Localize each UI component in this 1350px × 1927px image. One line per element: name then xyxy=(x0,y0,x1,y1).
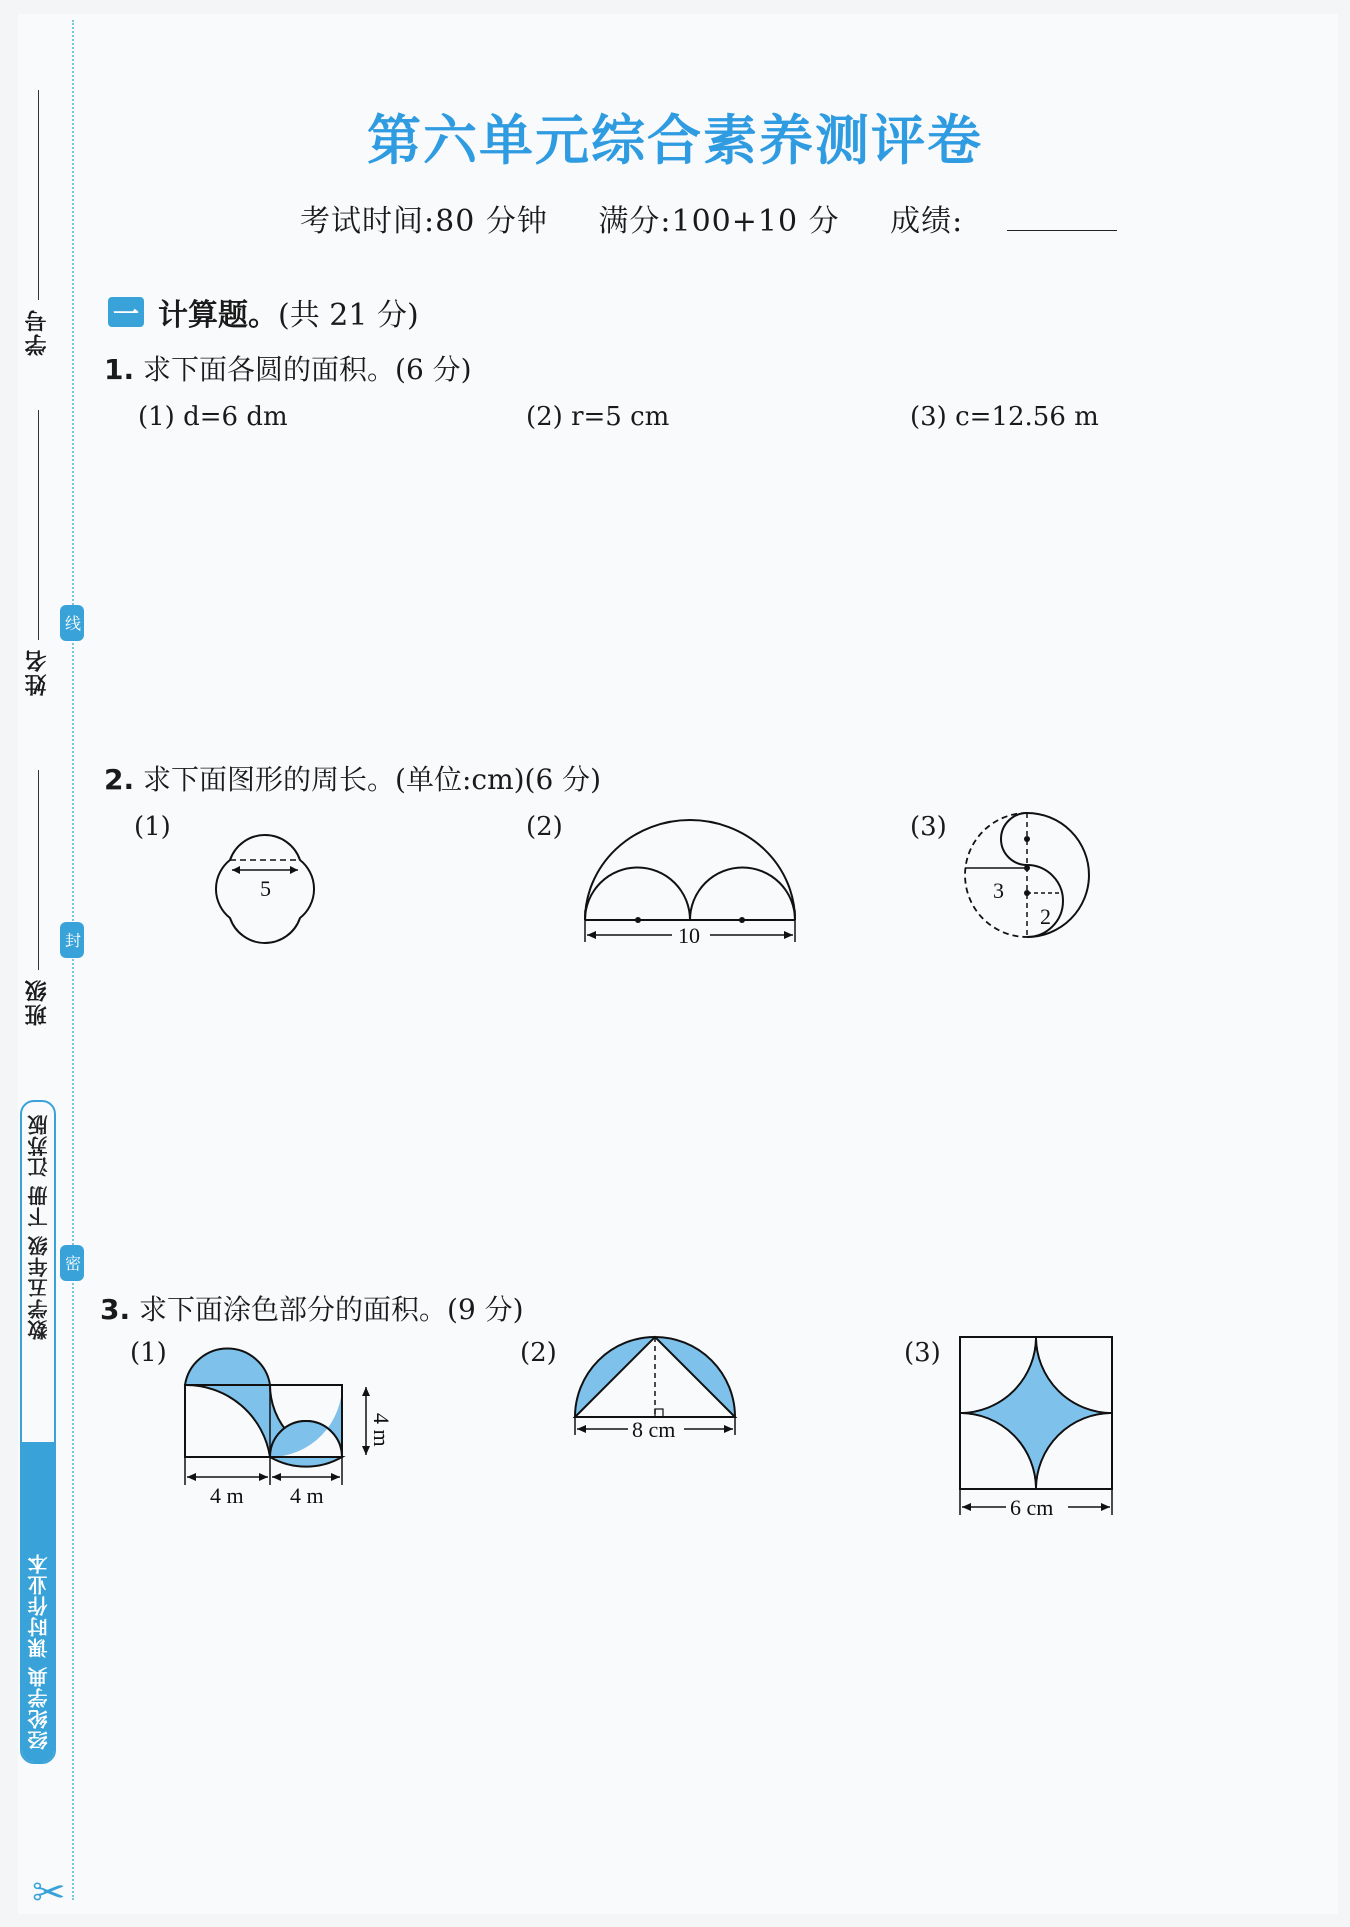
question-text: 求下面各圆的面积。(6 分) xyxy=(143,353,472,386)
q2-figure-2 xyxy=(580,810,800,950)
q3-fig1-dimension-left: 4 m xyxy=(210,1483,244,1508)
scissors-icon: ✂ xyxy=(32,1870,66,1916)
question-number: 3. xyxy=(100,1293,131,1326)
q3-figure-2 xyxy=(570,1335,750,1460)
q3-fig3-dimension: 6 cm xyxy=(1010,1495,1054,1520)
q3-fig1-dimension-right: 4 m xyxy=(290,1483,324,1508)
book-spine-label xyxy=(20,1100,56,1764)
q2-fig3-dimension-2: 2 xyxy=(1040,904,1051,929)
question-text: 求下面涂色部分的面积。(9 分) xyxy=(139,1293,524,1326)
q2-item-3-label: (3) xyxy=(910,812,947,842)
q2-figure-3 xyxy=(965,808,1095,948)
q1-item-3: (3) c=12.56 m xyxy=(910,402,1099,432)
q2-item-1-label: (1) xyxy=(134,812,171,842)
name-line xyxy=(38,410,39,640)
book-series-text: 经纶学典 课时作业本 xyxy=(27,1553,51,1750)
q1-item-2: (2) r=5 cm xyxy=(526,402,670,432)
q1-item-1: (1) d=6 dm xyxy=(138,402,288,432)
page-title: 第六单元综合素养测评卷 xyxy=(367,109,983,172)
class-label: 班级 xyxy=(25,978,50,1026)
section-points: (共 21 分) xyxy=(278,298,419,333)
q2-fig2-dimension: 10 xyxy=(678,923,700,948)
q2-fig3-dimension-3: 3 xyxy=(993,878,1004,903)
seal-mark-feng: 封 xyxy=(60,922,84,958)
q2-figure-1 xyxy=(180,800,350,980)
section-heading xyxy=(108,290,419,334)
section-number-badge: 一 xyxy=(108,297,144,327)
seal-mark-xian: 线 xyxy=(60,605,84,641)
q3-fig2-dimension: 8 cm xyxy=(632,1417,676,1442)
class-line xyxy=(38,770,39,970)
question-2 xyxy=(104,758,601,798)
q2-item-2-label: (2) xyxy=(526,812,563,842)
name-label: 姓名 xyxy=(25,648,50,696)
q2-fig1-dimension: 5 xyxy=(260,876,271,901)
q3-figure-1 xyxy=(180,1335,410,1510)
score-blank[interactable] xyxy=(1007,230,1117,231)
q3-item-2-label: (2) xyxy=(520,1338,557,1368)
question-3 xyxy=(100,1288,524,1328)
exam-time: 考试时间:80 分钟 xyxy=(300,204,548,239)
exam-info xyxy=(300,196,1157,240)
question-number: 2. xyxy=(104,763,135,796)
q3-fig1-dimension-height: 4 m xyxy=(369,1413,394,1447)
q3-item-1-label: (1) xyxy=(130,1338,167,1368)
cut-line xyxy=(72,20,74,1900)
seal-mark-mi: 密 xyxy=(60,1245,84,1281)
book-edition-text: 数学五年级 下册 江苏版 xyxy=(27,1114,51,1340)
section-title: 计算题。 xyxy=(158,298,278,333)
question-number: 1. xyxy=(104,353,135,386)
q3-figure-3 xyxy=(958,1335,1118,1525)
student-id-label: 学号 xyxy=(25,308,50,356)
question-text: 求下面图形的周长。(单位:cm)(6 分) xyxy=(143,763,602,796)
q3-item-3-label: (3) xyxy=(904,1338,941,1368)
question-1 xyxy=(104,348,472,388)
full-score: 满分:100+10 分 xyxy=(598,204,840,239)
score-label: 成绩: xyxy=(890,204,964,239)
